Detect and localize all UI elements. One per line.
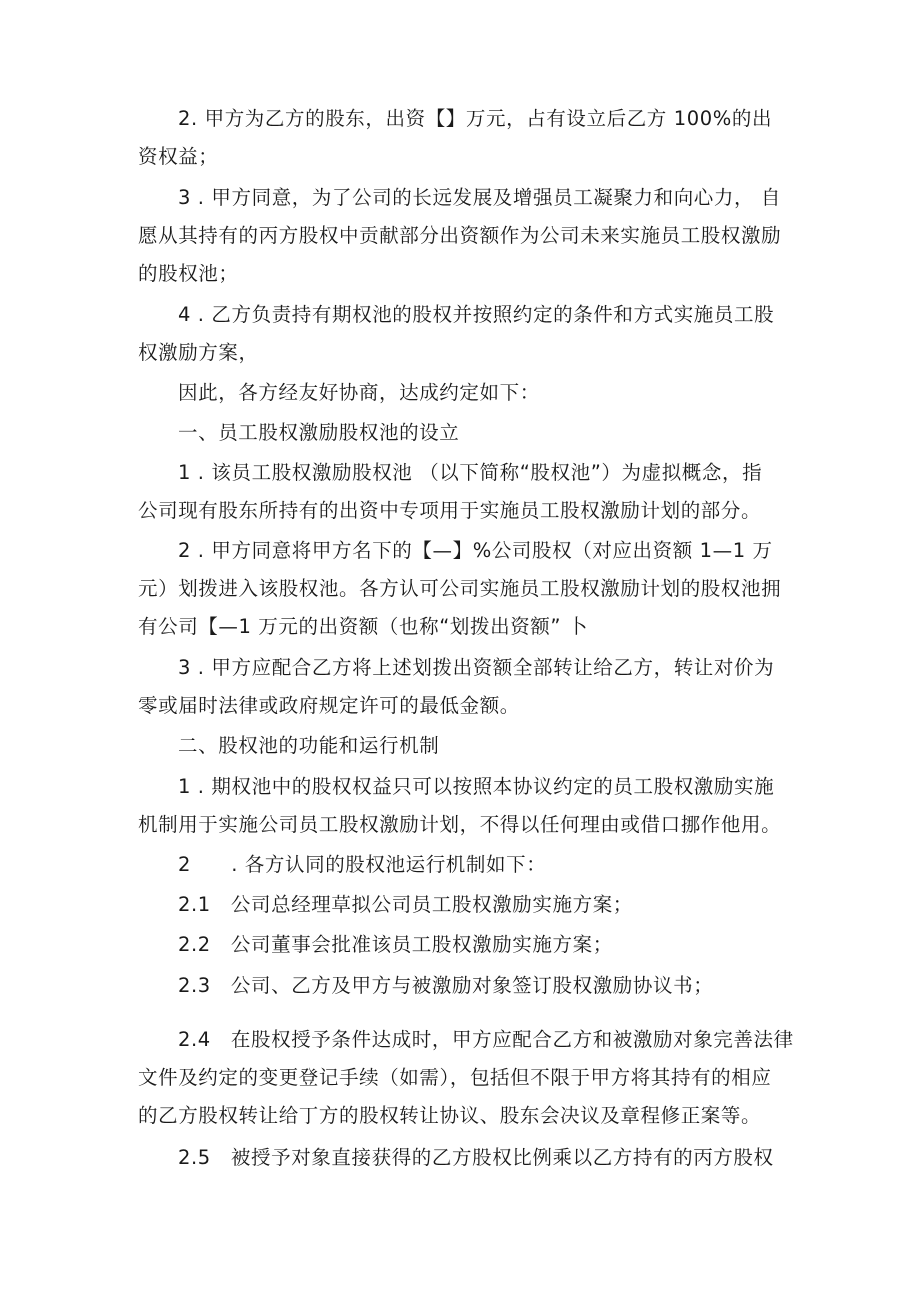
clause-1-4 bbox=[138, 296, 788, 372]
text-line: 2.3 公司、乙方及甲方与被激励对象签订股权激励协议书； bbox=[178, 974, 714, 997]
text-line: 权激励方案， bbox=[138, 341, 259, 364]
text-line: 2 . 甲方同意将甲方名下的【—】%公司股权（对应出资额 1—1 万 bbox=[178, 539, 773, 562]
agreement-intro bbox=[138, 374, 788, 412]
text-line: 有公司【—1 万元的出资额（也称“划拨出资额” 卜 bbox=[138, 615, 589, 638]
clause-3-1 bbox=[138, 768, 788, 844]
text-line: 因此，各方经友好协商，达成约定如下： bbox=[178, 381, 540, 404]
text-line: 的股权池； bbox=[138, 262, 239, 285]
text-line: 3 . 甲方同意，为了公司的长远发展及增强员工凝聚力和向心力， 自 bbox=[178, 186, 782, 209]
text-line: 2.2 公司董事会批准该员工股权激励实施方案； bbox=[178, 933, 613, 956]
text-line: 元）划拨进入该股权池。各方认可公司实施员工股权激励计划的股权池拥 bbox=[138, 577, 782, 600]
text-line: 公司现有股东所持有的出资中专项用于实施员工股权激励计划的部分。 bbox=[138, 499, 762, 522]
text-line: 机制用于实施公司员工股权激励计划，不得以任何理由或借口挪作他用。 bbox=[138, 813, 782, 836]
clause-2-1 bbox=[138, 454, 788, 530]
section-heading-1 bbox=[138, 414, 788, 452]
text-line: 1 . 期权池中的股权权益只可以按照本协议约定的员工股权激励实施 bbox=[178, 775, 775, 798]
clause-3-2-1 bbox=[138, 886, 788, 924]
clause-3-2-4 bbox=[138, 1021, 794, 1135]
clause-1-3 bbox=[138, 179, 788, 293]
section-heading-2 bbox=[138, 727, 788, 765]
clause-3-2 bbox=[138, 846, 788, 884]
section-title: 一、员工股权激励股权池的设立 bbox=[178, 421, 460, 444]
clause-3-2-3 bbox=[138, 967, 788, 1005]
text-line: 2.5 被授予对象直接获得的乙方股权比例乘以乙方持有的丙方股权 bbox=[178, 1146, 774, 1169]
text-line: 2 . 各方认同的股权池运行机制如下： bbox=[178, 853, 547, 876]
clause-2-3 bbox=[138, 649, 788, 725]
text-line: 2.1 公司总经理草拟公司员工股权激励实施方案； bbox=[178, 893, 633, 916]
clause-2-2 bbox=[138, 532, 788, 646]
text-line: 4 . 乙方负责持有期权池的股权并按照约定的条件和方式实施员工股 bbox=[178, 303, 775, 326]
text-line: 资权益； bbox=[138, 145, 219, 168]
text-line: 零或届时法律或政府规定许可的最低金额。 bbox=[138, 694, 520, 717]
text-line: 2.4 在股权授予条件达成时，甲方应配合乙方和被激励对象完善法律 bbox=[178, 1028, 794, 1051]
clause-3-2-5 bbox=[138, 1139, 788, 1177]
clause-1-2 bbox=[138, 100, 788, 176]
text-line: 3 . 甲方应配合乙方将上述划拨出资额全部转让给乙方，转让对价为 bbox=[178, 656, 775, 679]
text-line: 2. 甲方为乙方的股东，出资【】万元，占有设立后乙方 100%的出 bbox=[178, 107, 773, 130]
text-line: 愿从其持有的丙方股权中贡献部分出资额作为公司未来实施员工股权激励 bbox=[138, 224, 782, 247]
text-line: 1 . 该员工股权激励股权池 （以下简称“股权池”）为虚拟概念，指 bbox=[178, 461, 763, 484]
section-title: 二、股权池的功能和运行机制 bbox=[178, 734, 440, 757]
clause-3-2-2 bbox=[138, 926, 788, 964]
text-line: 文件及约定的变更登记手续（如需），包括但不限于甲方将其持有的相应 bbox=[138, 1066, 772, 1089]
text-line: 的乙方股权转让给丁方的股权转让协议、股东会决议及章程修正案等。 bbox=[138, 1104, 762, 1127]
